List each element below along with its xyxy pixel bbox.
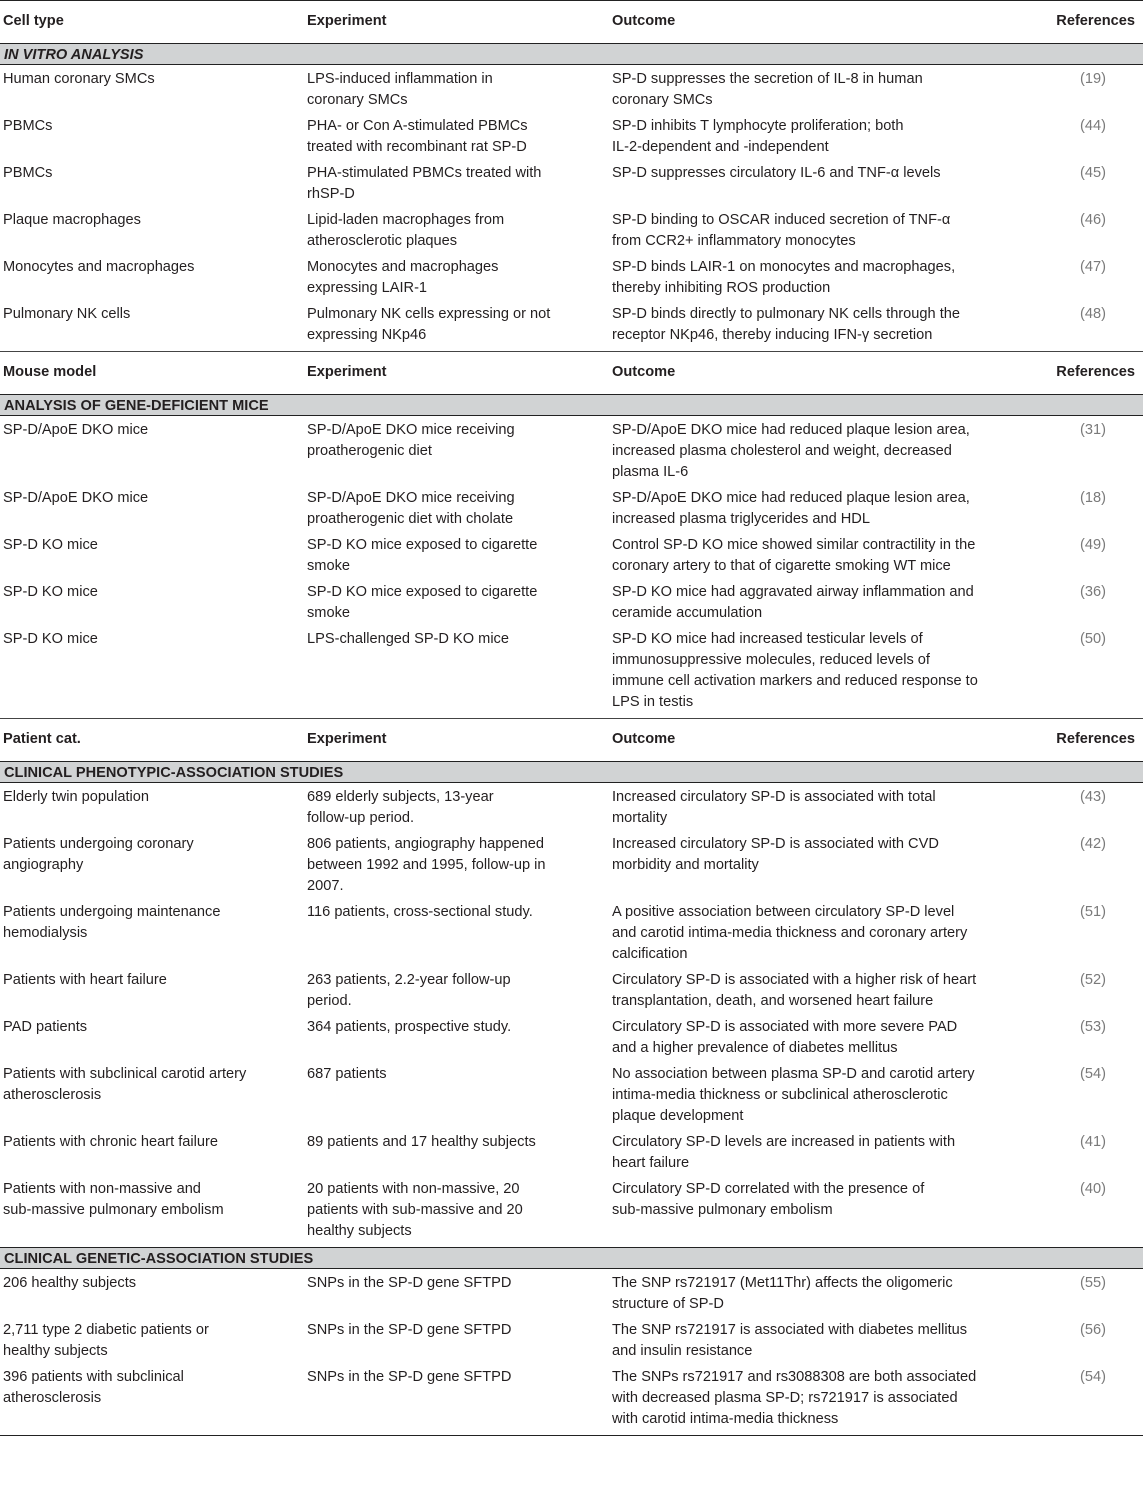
table-header (0, 351, 1143, 394)
row-outcome: A positive association between circulatory SP-D level and carotid intima-media thickness and coronary artery calcification (612, 904, 968, 962)
row-experiment: 116 patients, cross-sectional study. (307, 904, 533, 920)
row-experiment: 364 patients, prospective study. (307, 1019, 512, 1035)
table-row (0, 304, 1143, 346)
section-heading: ANALYSIS OF GENE-DEFICIENT MICE (0, 394, 1143, 416)
row-outcome: Circulatory SP-D is associated with a higher risk of heart transplantation, death, and worsened heart failure (612, 972, 977, 1009)
row-experiment: SP-D/ApoE DKO mice receiving proatherogenic diet (307, 422, 515, 459)
row-outcome: SP-D KO mice had increased testicular levels of immunosuppressive molecules, reduced levels of immune cell activation markers and reduced response to LPS in testis (612, 631, 978, 710)
table-row (0, 1017, 1143, 1059)
table-row (0, 420, 1143, 483)
table-row (0, 1132, 1143, 1174)
row-outcome: SP-D suppresses circulatory IL-6 and TNF-α levels (612, 165, 941, 181)
row-subject: PBMCs (3, 118, 53, 134)
row-experiment: 263 patients, 2.2-year follow-up period. (307, 972, 511, 1009)
header-mouse-model: Mouse model (3, 364, 97, 380)
table-row (0, 163, 1143, 205)
table-row (0, 1273, 1143, 1315)
row-outcome: SP-D KO mice had aggravated airway inflammation and ceramide accumulation (612, 584, 974, 621)
row-experiment: SNPs in the SP-D gene SFTPD (307, 1369, 512, 1385)
row-outcome: Increased circulatory SP-D is associated with total mortality (612, 789, 936, 826)
table-row (0, 582, 1143, 624)
row-outcome: Circulatory SP-D levels are increased in patients with heart failure (612, 1134, 956, 1171)
row-experiment: 806 patients, angiography happened between 1992 and 1995, follow-up in 2007. (307, 836, 546, 894)
row-subject: Plaque macrophages (3, 212, 141, 228)
row-subject: Pulmonary NK cells (3, 306, 131, 322)
row-reference: (43) (1080, 789, 1106, 805)
row-experiment: Pulmonary NK cells expressing or not expressing NKp46 (307, 306, 551, 343)
row-subject: Human coronary SMCs (3, 71, 155, 87)
row-outcome: Circulatory SP-D correlated with the presence of sub-massive pulmonary embolism (612, 1181, 925, 1218)
row-outcome: The SNP rs721917 is associated with diabetes mellitus and insulin resistance (612, 1322, 968, 1359)
row-subject: Patients undergoing maintenance hemodialysis (3, 904, 221, 941)
row-reference: (54) (1080, 1066, 1106, 1082)
section-rows (0, 420, 1143, 713)
row-subject: Patients with non-massive and sub-massive pulmonary embolism (3, 1181, 224, 1218)
row-subject: Monocytes and macrophages (3, 259, 195, 275)
row-subject: Patients with subclinical carotid artery atherosclerosis (3, 1066, 247, 1103)
row-outcome: SP-D inhibits T lymphocyte proliferation; both IL-2-dependent and -independent (612, 118, 904, 155)
table-row (0, 970, 1143, 1012)
row-outcome: SP-D binds directly to pulmonary NK cells through the receptor NKp46, thereby inducing IFN-γ secretion (612, 306, 960, 343)
row-subject: Patients with chronic heart failure (3, 1134, 218, 1150)
row-reference: (54) (1080, 1369, 1106, 1385)
row-reference: (31) (1080, 422, 1106, 438)
row-experiment: SP-D/ApoE DKO mice receiving proatherogenic diet with cholate (307, 490, 515, 527)
header-cell-type: Cell type (3, 13, 64, 29)
row-reference: (40) (1080, 1181, 1106, 1197)
row-reference: (41) (1080, 1134, 1106, 1150)
row-outcome: Increased circulatory SP-D is associated with CVD morbidity and mortality (612, 836, 939, 873)
header-experiment: Experiment (307, 364, 387, 380)
row-experiment: PHA- or Con A-stimulated PBMCs treated with recombinant rat SP-D (307, 118, 528, 155)
row-reference: (55) (1080, 1275, 1106, 1291)
row-subject: Patients with heart failure (3, 972, 167, 988)
table-row (0, 535, 1143, 577)
table-bottom-rule (0, 1435, 1143, 1436)
row-experiment: 689 elderly subjects, 13-year follow-up period. (307, 789, 494, 826)
header-references: References (1056, 364, 1135, 380)
row-reference: (42) (1080, 836, 1106, 852)
row-experiment: 20 patients with non-massive, 20 patients with sub-massive and 20 healthy subjects (307, 1181, 523, 1239)
row-outcome: SP-D/ApoE DKO mice had reduced plaque lesion area, increased plasma cholesterol and weight, decreased plasma IL-6 (612, 422, 970, 480)
row-reference: (53) (1080, 1019, 1106, 1035)
row-outcome: No association between plasma SP-D and carotid artery intima-media thickness or subclinical atherosclerotic plaque development (612, 1066, 975, 1124)
row-experiment: SP-D KO mice exposed to cigarette smoke (307, 584, 538, 621)
row-reference: (47) (1080, 259, 1106, 275)
row-reference: (19) (1080, 71, 1106, 87)
row-outcome: The SNP rs721917 (Met11Thr) affects the oligomeric structure of SP-D (612, 1275, 953, 1312)
header-outcome: Outcome (612, 731, 676, 747)
header-outcome: Outcome (612, 364, 676, 380)
table-row (0, 1367, 1143, 1430)
row-experiment: SP-D KO mice exposed to cigarette smoke (307, 537, 538, 574)
table-row (0, 210, 1143, 252)
table-row (0, 69, 1143, 111)
row-reference: (45) (1080, 165, 1106, 181)
row-experiment: Lipid-laden macrophages from atherosclerotic plaques (307, 212, 505, 249)
row-reference: (48) (1080, 306, 1106, 322)
table-row (0, 257, 1143, 299)
row-reference: (44) (1080, 118, 1106, 134)
row-subject: SP-D/ApoE DKO mice (3, 422, 149, 438)
row-subject: SP-D KO mice (3, 584, 98, 600)
row-outcome: SP-D/ApoE DKO mice had reduced plaque lesion area, increased plasma triglycerides and HDL (612, 490, 970, 527)
row-experiment: 687 patients (307, 1066, 387, 1082)
row-subject: Elderly twin population (3, 789, 150, 805)
row-reference: (49) (1080, 537, 1106, 553)
header-references: References (1056, 13, 1135, 29)
row-subject: 2,711 type 2 diabetic patients or healthy subjects (3, 1322, 209, 1359)
table-row (0, 488, 1143, 530)
row-reference: (50) (1080, 631, 1106, 647)
section-heading: IN VITRO ANALYSIS (0, 43, 1143, 65)
row-experiment: 89 patients and 17 healthy subjects (307, 1134, 536, 1150)
row-subject: SP-D KO mice (3, 537, 98, 553)
row-subject: 206 healthy subjects (3, 1275, 137, 1291)
header-experiment: Experiment (307, 731, 387, 747)
table-row (0, 787, 1143, 829)
row-experiment: LPS-challenged SP-D KO mice (307, 631, 509, 647)
row-outcome: SP-D binds LAIR-1 on monocytes and macrophages, thereby inhibiting ROS production (612, 259, 956, 296)
row-outcome: The SNPs rs721917 and rs3088308 are both associated with decreased plasma SP-D; rs721917 is associated with carotid intima-media thickness (612, 1369, 977, 1427)
row-subject: PBMCs (3, 165, 53, 181)
row-reference: (18) (1080, 490, 1106, 506)
row-subject: 396 patients with subclinical atherosclerosis (3, 1369, 184, 1406)
table-row (0, 1064, 1143, 1127)
header-patient-category: Patient cat. (3, 731, 81, 747)
table-row (0, 1320, 1143, 1362)
table-header (0, 718, 1143, 761)
table-row (0, 834, 1143, 897)
row-experiment: SNPs in the SP-D gene SFTPD (307, 1275, 512, 1291)
section-rows (0, 69, 1143, 346)
row-reference: (51) (1080, 904, 1106, 920)
row-reference: (46) (1080, 212, 1106, 228)
table-row (0, 902, 1143, 965)
row-subject: SP-D/ApoE DKO mice (3, 490, 149, 506)
row-outcome: SP-D suppresses the secretion of IL-8 in human coronary SMCs (612, 71, 923, 108)
row-subject: PAD patients (3, 1019, 88, 1035)
row-outcome: Control SP-D KO mice showed similar contractility in the coronary artery to that of cigarette smoking WT mice (612, 537, 976, 574)
row-experiment: Monocytes and macrophages expressing LAIR-1 (307, 259, 499, 296)
section-heading: CLINICAL PHENOTYPIC-ASSOCIATION STUDIES (0, 761, 1143, 783)
row-reference: (52) (1080, 972, 1106, 988)
row-outcome: SP-D binding to OSCAR induced secretion of TNF-α from CCR2+ inflammatory monocytes (612, 212, 951, 249)
section-rows (0, 787, 1143, 1242)
table-row (0, 116, 1143, 158)
table-header (0, 0, 1143, 43)
section-rows (0, 1273, 1143, 1430)
table-row (0, 1179, 1143, 1242)
row-experiment: SNPs in the SP-D gene SFTPD (307, 1322, 512, 1338)
header-outcome: Outcome (612, 13, 676, 29)
row-subject: SP-D KO mice (3, 631, 98, 647)
row-subject: Patients undergoing coronary angiography (3, 836, 194, 873)
section-heading: CLINICAL GENETIC-ASSOCIATION STUDIES (0, 1247, 1143, 1269)
row-reference: (56) (1080, 1322, 1106, 1338)
header-references: References (1056, 731, 1135, 747)
row-experiment: PHA-stimulated PBMCs treated with rhSP-D (307, 165, 542, 202)
row-outcome: Circulatory SP-D is associated with more severe PAD and a higher prevalence of diabetes mellitus (612, 1019, 958, 1056)
row-experiment: LPS-induced inflammation in coronary SMCs (307, 71, 493, 108)
table-row (0, 629, 1143, 713)
header-experiment: Experiment (307, 13, 387, 29)
row-reference: (36) (1080, 584, 1106, 600)
